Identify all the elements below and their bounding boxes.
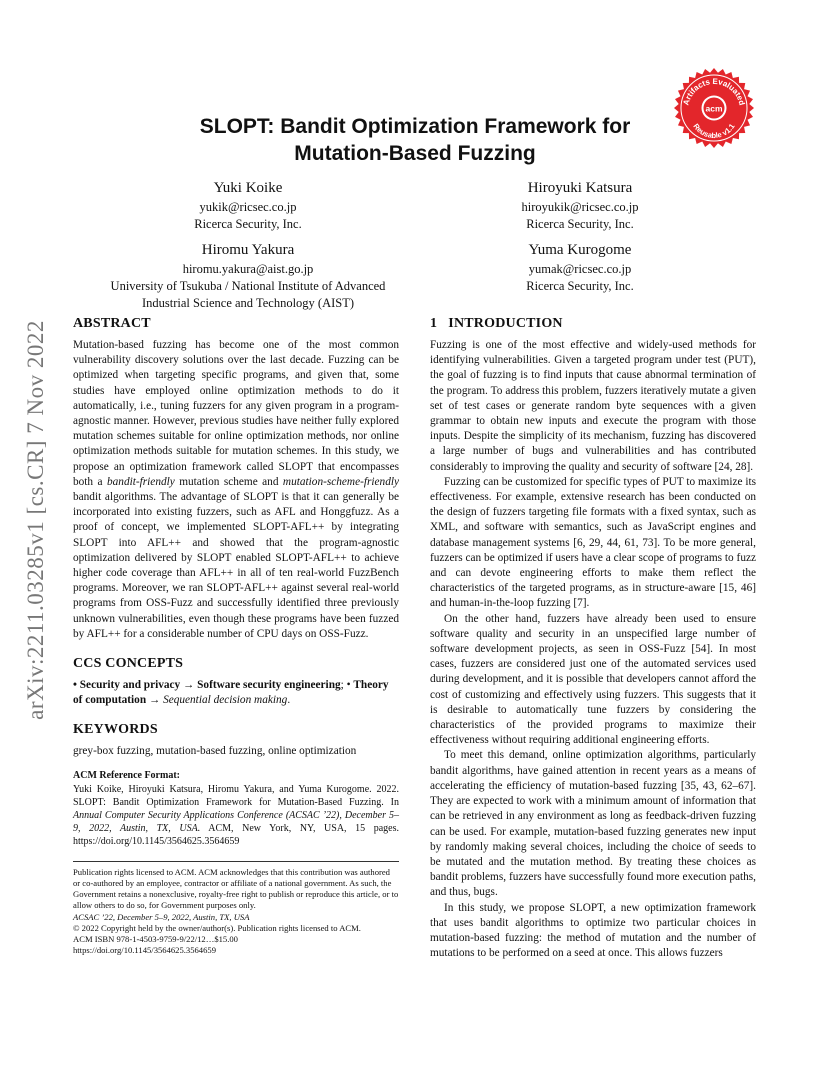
isbn-text: ACM ISBN 978-1-4503-9759-9/22/12…$15.00 — [73, 933, 238, 944]
reference-text — [73, 783, 399, 849]
license-footnote — [73, 867, 399, 957]
author-email: yukik@ricsec.co.jp — [199, 200, 297, 214]
copyright-text: © 2022 Copyright held by the owner/author(s). Publication rights licensed to ACM. — [73, 922, 361, 933]
author-email: hiroyukik@ricsec.co.jp — [521, 200, 639, 214]
author-affiliation-2: Industrial Science and Technology (AIST) — [141, 296, 355, 310]
author-block-kurogome — [452, 240, 708, 295]
intro-paragraph-3: On the other hand, fuzzers have already been used to ensure software quality and security in an unspecified large number of software development projects, as seen in OSS-Fuzz [54]. In most cases, fuzzers are considered just one of the automated services used during development, and it is possible that developers cannot afford the cost of customizing and effectively using fuzzers. This suggests that it is desirable to automatically tune fuzzers by considering the characteristics of the provided programs to maximize their effectiveness without requiring additional engineering efforts. — [430, 612, 756, 747]
left-column — [73, 316, 399, 956]
abstract-part: Mutation-based fuzzing has become one of the most common vulnerability discovery solutions over the last decade. Fuzzing can be optimized when targeting specific programs, and given that, some studies have employed online optimization methods to do it automatically, i.e., tuning fuzzers for any given program in a program-agnostic manner. However, previous studies have neither fully explored mutation schemes suitable for online optimization methods, nor online optimization methods suitable for mutation schemes. In this study, we propose an optimization framework called SLOPT that encompasses both a — [73, 339, 399, 488]
author-affiliation: Ricerca Security, Inc. — [194, 217, 302, 231]
title-line-2: Mutation-Based Fuzzing — [294, 142, 536, 165]
ccs-separator: ; • — [340, 679, 351, 692]
reference-part: Yuki Koike, Hiroyuki Katsura, Hiromu Yakura, and Yuma Kurogome. 2022. SLOPT: Bandit Optimization Framework for Mutation-Based Fuzzing. In — [73, 783, 399, 808]
keywords-heading: KEYWORDS — [73, 722, 158, 738]
reference-heading: ACM Reference Format: — [73, 769, 180, 781]
author-affiliation: Ricerca Security, Inc. — [526, 279, 634, 293]
abstract-part: bandit algorithms. The advantage of SLOPT is that it can generally be incorporated into existing fuzzers, such as AFL and Honggfuzz. As a proof of concept, we implemented SLOPT-AFL++ by integrating SLOPT into AFL++ and showed that the program-agnostic optimization delivered by SLOPT enabled SLOPT-AFL++ to achieve higher code coverage than AFL++ in all of ten real-world FuzzBench programs. Moreover, we ran SLOPT-AFL++ against several real-world programs from OSS-Fuzz and successfully identified three previously unknown vulnerabilities, even though these programs have been fuzzed by AFL++ for a considerable number of CPU days on OSS-Fuzz. — [73, 491, 399, 640]
intro-paragraph-5: In this study, we propose SLOPT, a new optimization framework that uses bandit algorithms to optimize two particular choices in mutation-based fuzzing: the method of mutation and the number of mutations to be performed on a seed at once. This allows fuzzers — [430, 901, 756, 960]
abstract-emphasis: bandit-friendly — [107, 475, 175, 488]
author-block-katsura — [452, 178, 708, 233]
keywords-text: grey-box fuzzing, mutation-based fuzzing, online optimization — [73, 745, 357, 758]
ccs-concepts — [73, 678, 399, 708]
author-email: hiromu.yakura@aist.go.jp — [182, 262, 314, 276]
author-block-koike — [120, 178, 376, 233]
author-block-yakura — [70, 240, 426, 312]
arxiv-identifier — [8, 290, 64, 750]
doi-link[interactable]: https://doi.org/10.1145/3564625.3564659 — [73, 945, 216, 956]
footnote-rule — [73, 861, 399, 862]
introduction-heading: 1 INTRODUCTION — [430, 316, 563, 331]
author-email: yumak@ricsec.co.jp — [528, 262, 632, 276]
right-column — [430, 316, 756, 961]
intro-paragraph-1: Fuzzing is one of the most effective and widely-used methods for identifying vulnerabilities. Given a targeted program under test (PUT), the goal of fuzzing is to find inputs that cause abnormal termination of the program. To address this problem, fuzzers iteratively mutate a given set of test cases or generate random byte sequences with a given grammar to obtain new inputs and execute the program with those inputs. Despite the simplicity of its mechanism, fuzzing has discovered a large number of bugs and vulnerabilities and has contributed considerably to improving the quality and security of software [24, 28]. — [430, 339, 756, 473]
arxiv-id-text: arXiv:2211.03285v1 [cs.CR] 7 Nov 2022 — [23, 320, 48, 720]
ccs-concept-2: Theory of computation → — [73, 679, 389, 707]
author-name: Yuma Kurogome — [528, 242, 632, 258]
acm-reference-format — [73, 770, 399, 849]
ccs-concept-1: • Security and privacy → Software security engineering — [73, 679, 341, 692]
badge-bottom-text: Reusable v1.1 — [691, 121, 737, 141]
abstract-part: mutation scheme and — [174, 475, 283, 488]
author-affiliation: University of Tsukuba / National Institute of Advanced — [110, 279, 386, 293]
author-name: Hiroyuki Katsura — [527, 180, 633, 196]
author-name: Hiromu Yakura — [201, 242, 295, 258]
venue-text: ACSAC ’22, December 5–9, 2022, Austin, TX, USA — [73, 911, 250, 922]
abstract-heading: ABSTRACT — [73, 316, 151, 331]
badge-center-text: acm — [705, 103, 723, 114]
intro-paragraph-2: Fuzzing can be customized for specific types of PUT to maximize its effectiveness. For example, extensive research has been conducted on the design of fuzzers targeting file formats with a fixed syntax, such as XML, and software with semantics, such as JavaScript engines and database management systems [6, 29, 44, 61, 73]. To be more general, fuzzers can be optimized if users have a clear scope of programs to fuzz and can devote engineering efforts to make them reflect the characteristics of the targeted programs, as in structure-aware [15, 46] and human-in-the-loop fuzzing [7]. — [430, 475, 756, 610]
intro-paragraph-4: To meet this demand, online optimization algorithms, particularly bandit algorithms, have gained attention in recent years as a means of accelerating the efficiency of mutation-based fuzzing [35, 43, 62–67]. They are expected to work with a minimum amount of information that can be retrieved in any environment as long as feedback-driven fuzzing can be used. For example, mutation-based fuzzing generates new input by randomly making several choices, including the choice of seeds to be mutated and the mutation method. By treating these choices as bandit problems, fuzzers have successfully found more execution paths, and thus, bugs. — [430, 749, 756, 899]
author-name: Yuki Koike — [213, 180, 283, 196]
ccs-concept-2-leaf: Sequential decision making — [163, 694, 288, 707]
reference-part: ACM, New York, NY, USA, 15 pages. https://doi.org/10.1145/3564625.3564659 — [73, 823, 399, 848]
ccs-heading: CCS CONCEPTS — [73, 656, 184, 672]
abstract-text — [73, 338, 399, 642]
author-affiliation: Ricerca Security, Inc. — [526, 217, 634, 231]
title-line-1: SLOPT: Bandit Optimization Framework for — [199, 115, 631, 138]
abstract-emphasis: mutation-scheme-friendly — [282, 475, 399, 488]
paper-title — [120, 113, 710, 167]
license-text: Publication rights licensed to ACM. ACM acknowledges that this contribution was authored or co-authored by an employee, contractor or affiliate of a national government. As such, the Government retains a nonexclusive, royalty-free right to publish or reproduce this article, or to allow others to do so, for Government purposes only. — [73, 866, 399, 911]
reference-venue: Annual Computer Security Applications Conference (ACSAC ’22), December 5–9, 2022, Austin, TX, USA. — [73, 810, 399, 835]
badge-arc-text: Artifacts Evaluated — [681, 76, 747, 107]
ccs-end: . — [287, 694, 291, 707]
